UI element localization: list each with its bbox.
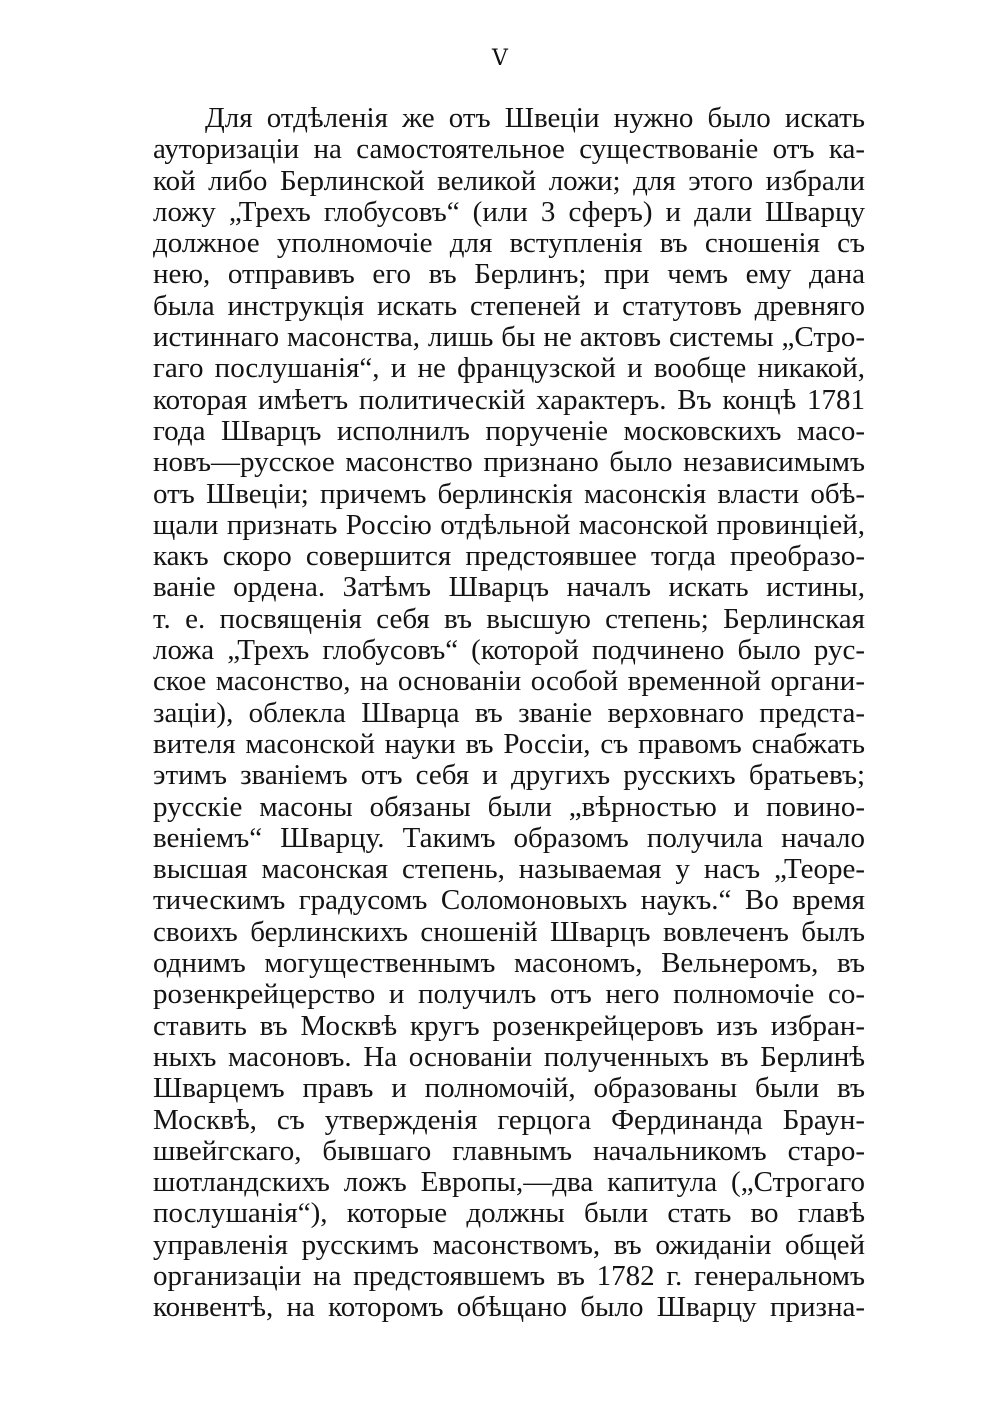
text-line: тическимъ градусомъ Соломоновыхъ наукъ.“ Во время — [153, 884, 865, 917]
text-line: ское масонство, на основаніи особой временной органи- — [153, 665, 865, 698]
text-line: была инструкція искать степеней и статутовъ древняго — [153, 289, 865, 322]
text-line: новъ—русское масонство признано было независимымъ — [153, 446, 865, 479]
text-line: щали признать Россію отдѣльной масонской провинціей, — [153, 508, 865, 541]
text-line: истиннаго масонства, лишь бы не актовъ системы „Стро- — [153, 321, 865, 354]
text-line: ложу „Трехъ глобусовъ“ (или 3 сферъ) и дали Шварцу — [153, 195, 865, 228]
text-line: конвентѣ, на которомъ обѣщано было Шварцу призна- — [153, 1291, 865, 1324]
text-line: этимъ званіемъ отъ себя и другихъ русскихъ братьевъ; — [153, 759, 865, 792]
text-line: должное уполномочіе для вступленія въ сношенія съ — [153, 227, 865, 260]
text-line: ваніе ордена. Затѣмъ Шварцъ началъ искать истины, — [153, 571, 865, 604]
text-line: высшая масонская степень, называемая у насъ „Теоре- — [153, 853, 865, 886]
text-line: Москвѣ, съ утвержденія герцога Фердинанда Браун- — [153, 1103, 865, 1136]
text-line: Шварцемъ правъ и полномочій, образованы были въ — [153, 1072, 865, 1105]
text-line: организаціи на предстоявшемъ въ 1782 г. генеральномъ — [153, 1259, 865, 1292]
text-line: нею, отправивъ его въ Берлинъ; при чемъ ему дана — [153, 258, 865, 291]
text-line: ауторизаціи на самостоятельное существованіе отъ ка- — [153, 133, 865, 166]
body-text — [153, 103, 865, 1324]
text-line: веніемъ“ Шварцу. Такимъ образомъ получила начало — [153, 821, 865, 854]
text-line: ставить въ Москвѣ кругъ розенкрейцеровъ изъ избран- — [153, 1009, 865, 1042]
text-line: однимъ могущественнымъ масономъ, Вельнеромъ, въ — [153, 947, 865, 980]
text-line: ныхъ масоновъ. На основаніи полученныхъ въ Берлинѣ — [153, 1040, 865, 1073]
text-line: вителя масонской науки въ Россіи, съ правомъ снабжать — [153, 727, 865, 760]
text-line: заціи), облекла Шварца въ званіе верховнаго предста- — [153, 696, 865, 729]
text-line: шотландскихъ ложъ Европы,—два капитула („Строгаго — [153, 1166, 865, 1199]
text-line: розенкрейцерство и получилъ отъ него полномочіе со- — [153, 978, 865, 1011]
text-line: гаго послушанія“, и не французской и вообще никакой, — [153, 352, 865, 385]
text-line: управленія русскимъ масонствомъ, въ ожиданіи общей — [153, 1228, 865, 1261]
page-number: V — [492, 46, 508, 71]
text-line: швейгскаго, бывшаго главнымъ начальникомъ старо- — [153, 1134, 865, 1167]
text-line: послушанія“), которые должны были стать во главѣ — [153, 1197, 865, 1230]
text-line: т. е. посвященія себя въ высшую степень; Берлинская — [153, 602, 865, 635]
text-line: своихъ берлинскихъ сношеній Шварцъ вовлеченъ былъ — [153, 915, 865, 948]
text-line: кой либо Берлинской великой ложи; для этого избрали — [153, 164, 865, 197]
text-line: какъ скоро совершится предстоявшее тогда преобразо- — [153, 540, 865, 573]
text-line: ложа „Трехъ глобусовъ“ (которой подчинено было рус- — [153, 634, 865, 667]
text-line: которая имѣетъ политическій характеръ. Въ концѣ 1781 — [153, 383, 865, 416]
text-line: Для отдѣленія же отъ Швеціи нужно было искать — [205, 102, 865, 134]
text-line: русскіе масоны обязаны были „вѣрностью и повино- — [153, 790, 865, 823]
text-line: отъ Швеціи; причемъ берлинскія масонскія власти обѣ- — [153, 477, 865, 510]
text-line: года Шварцъ исполнилъ порученіе московскихъ масо- — [153, 414, 865, 447]
